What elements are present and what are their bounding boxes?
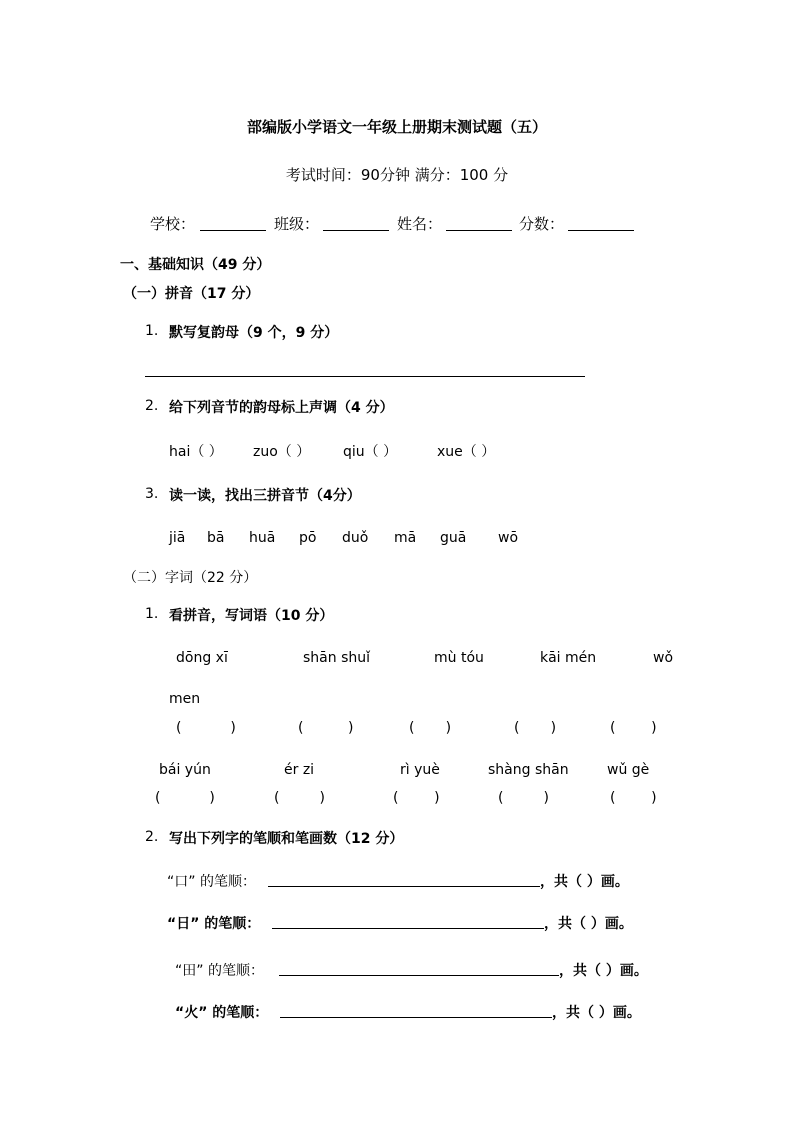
page-title: 部编版小学语文一年级上册期末测试题（五） — [246, 118, 547, 136]
question-text: 默写复韵母（9 个，9 分） — [169, 325, 339, 341]
pinyin-word: mù tóu — [434, 650, 484, 666]
syllable[interactable]: guā — [440, 530, 467, 546]
pinyin-word: wǒ — [653, 650, 674, 666]
score-field[interactable] — [568, 230, 634, 231]
pinyin-word: ér zi — [284, 762, 315, 778]
syllable[interactable]: huā — [249, 530, 276, 546]
stroke-count-ri[interactable]: ，共（ ）画。 — [544, 916, 633, 932]
school-field[interactable] — [200, 230, 266, 231]
stroke-label-huo: “火” 的笔顺： — [175, 1005, 269, 1021]
name-label: 姓名： — [397, 215, 443, 233]
pinyin-word: rì yuè — [400, 762, 440, 778]
school-label: 学校： — [150, 215, 196, 233]
syllable[interactable]: pō — [299, 530, 317, 546]
answer-box[interactable]: ( ) — [274, 790, 325, 806]
answer-box[interactable]: ( ) — [610, 790, 657, 806]
tone-item[interactable]: xue（ ） — [437, 444, 496, 460]
stroke-line-tian[interactable] — [279, 975, 559, 976]
pinyin-word: men — [169, 691, 201, 707]
pinyin-word: shān shuǐ — [303, 650, 370, 666]
stroke-count-huo[interactable]: ，共（ ）画。 — [552, 1005, 641, 1021]
answer-box[interactable]: ( ) — [393, 790, 440, 806]
stroke-line-huo[interactable] — [280, 1017, 552, 1018]
stroke-label-ri: “日” 的笔顺： — [167, 916, 261, 932]
exam-info: 考试时间：90分钟 满分：100 分 — [285, 166, 509, 184]
question-number: 1. — [145, 606, 159, 622]
class-field[interactable] — [323, 230, 389, 231]
question-text: 读一读，找出三拼音节（4分） — [169, 488, 361, 504]
answer-box[interactable]: ( ) — [514, 720, 557, 736]
stroke-label-kou: “口” 的笔顺： — [167, 874, 256, 890]
question-number: 3. — [145, 486, 159, 502]
stroke-count-kou[interactable]: ，共（ ）画。 — [540, 874, 629, 890]
answer-box[interactable]: ( ) — [155, 790, 215, 806]
pinyin-word: kāi mén — [540, 650, 597, 666]
syllable[interactable]: jiā — [169, 530, 186, 546]
tone-item[interactable]: qiu（ ） — [343, 444, 398, 460]
question-text: 给下列音节的韵母标上声调（4 分） — [169, 400, 394, 416]
question-number: 2. — [145, 829, 159, 845]
pinyin-word: shàng shān — [488, 762, 569, 778]
score-label: 分数： — [519, 215, 565, 233]
syllable[interactable]: mā — [394, 530, 417, 546]
stroke-line-ri[interactable] — [272, 928, 544, 929]
class-label: 班级： — [274, 215, 320, 233]
answer-line[interactable] — [145, 376, 585, 377]
answer-box[interactable]: ( ) — [610, 720, 657, 736]
pinyin-word: wǔ gè — [607, 762, 650, 778]
stroke-label-tian: “田” 的笔顺： — [175, 963, 264, 979]
answer-box[interactable]: ( ) — [176, 720, 236, 736]
syllable[interactable]: bā — [207, 530, 225, 546]
syllable[interactable]: wō — [498, 530, 519, 546]
name-field[interactable] — [446, 230, 512, 231]
stroke-count-tian[interactable]: ，共（ ）画。 — [559, 963, 648, 979]
answer-box[interactable]: ( ) — [498, 790, 549, 806]
part-heading-words: （二）字词（22 分） — [123, 570, 258, 586]
answer-box[interactable]: ( ) — [298, 720, 354, 736]
answer-box[interactable]: ( ) — [409, 720, 452, 736]
section-heading: 一、基础知识（49 分） — [120, 257, 271, 273]
stroke-line-kou[interactable] — [268, 886, 540, 887]
tone-item[interactable]: hai（ ） — [169, 444, 223, 460]
part-heading-pinyin: （一）拼音（17 分） — [123, 286, 260, 302]
syllable[interactable]: duǒ — [342, 530, 369, 546]
pinyin-word: bái yún — [159, 762, 211, 778]
question-number: 1. — [145, 323, 159, 339]
question-text: 写出下列字的笔顺和笔画数（12 分） — [169, 831, 404, 847]
question-number: 2. — [145, 398, 159, 414]
pinyin-word: dōng xī — [176, 650, 228, 666]
question-text: 看拼音，写词语（10 分） — [169, 608, 334, 624]
tone-item[interactable]: zuo（ ） — [253, 444, 311, 460]
